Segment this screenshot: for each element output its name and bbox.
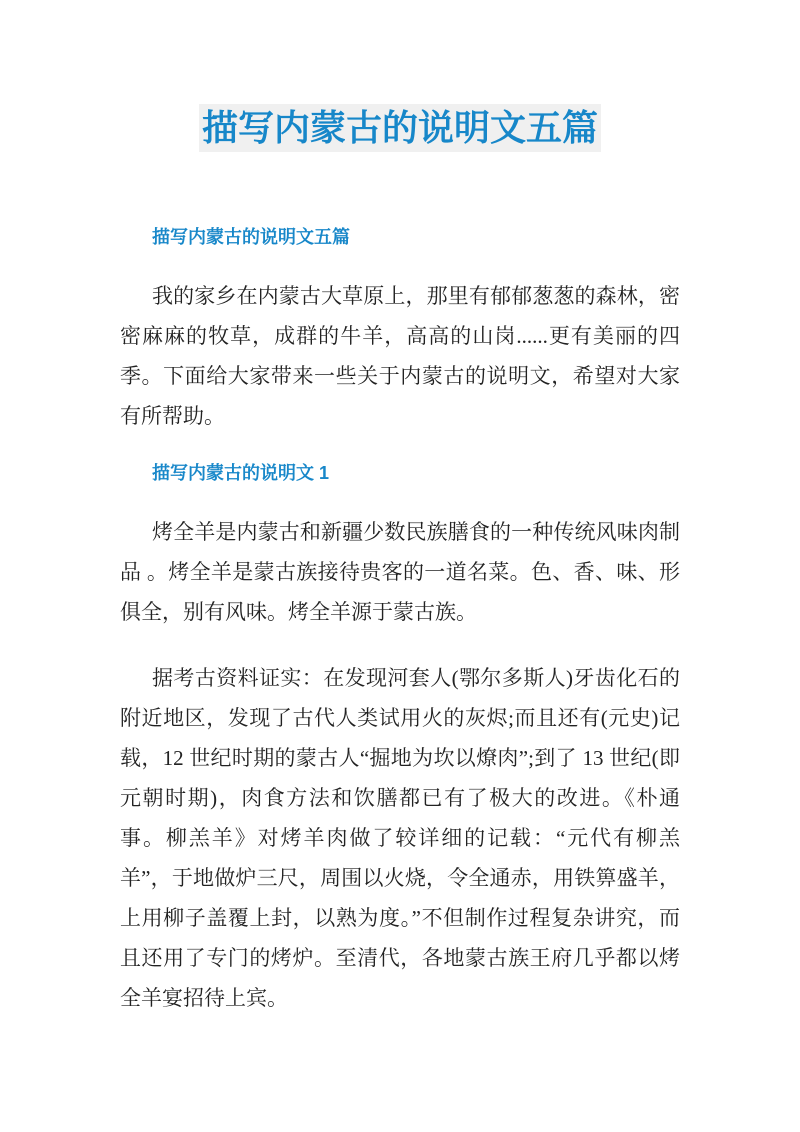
document-body: [120, 224, 680, 1018]
paragraph-essay1-history: 据考古资料证实：在发现河套人(鄂尔多斯人)牙齿化石的附近地区，发现了古代人类试用火的灰烬;而且还有(元史)记载，12 世纪时期的蒙古人“掘地为坎以燎肉”;到了 13 世纪(即元朝时期)，肉食方法和饮膳都已有了极大的改进。《朴通事。柳羔羊》对烤羊肉做了较详细的记载：“元代有柳羔羊”，于地做炉三尺，周围以火烧，令全通赤，用铁箅盛羊，上用柳子盖覆上封，以熟为度。”不但制作过程复杂讲究，而且还用了专门的烤炉。至清代，各地蒙古族王府几乎都以烤全羊宴招待上宾。: [120, 666, 680, 1010]
title-block: [0, 0, 800, 152]
section-heading-essay-1: 描写内蒙古的说明文 1: [152, 463, 330, 483]
paragraph-intro: 我的家乡在内蒙古大草原上，那里有郁郁葱葱的森林，密密麻麻的牧草，成群的牛羊，高高的山岗......更有美丽的四季。下面给大家带来一些关于内蒙古的说明文，希望对大家有所帮助。: [120, 284, 680, 428]
document-title: 描写内蒙古的说明文五篇: [199, 104, 601, 152]
section-heading-overview: 描写内蒙古的说明文五篇: [152, 227, 350, 247]
paragraph-essay1-roast-lamb: 烤全羊是内蒙古和新疆少数民族膳食的一种传统风味肉制品 。烤全羊是蒙古族接待贵客的一道名菜。色、香、味、形俱全，别有风味。烤全羊源于蒙古族。: [120, 520, 680, 624]
